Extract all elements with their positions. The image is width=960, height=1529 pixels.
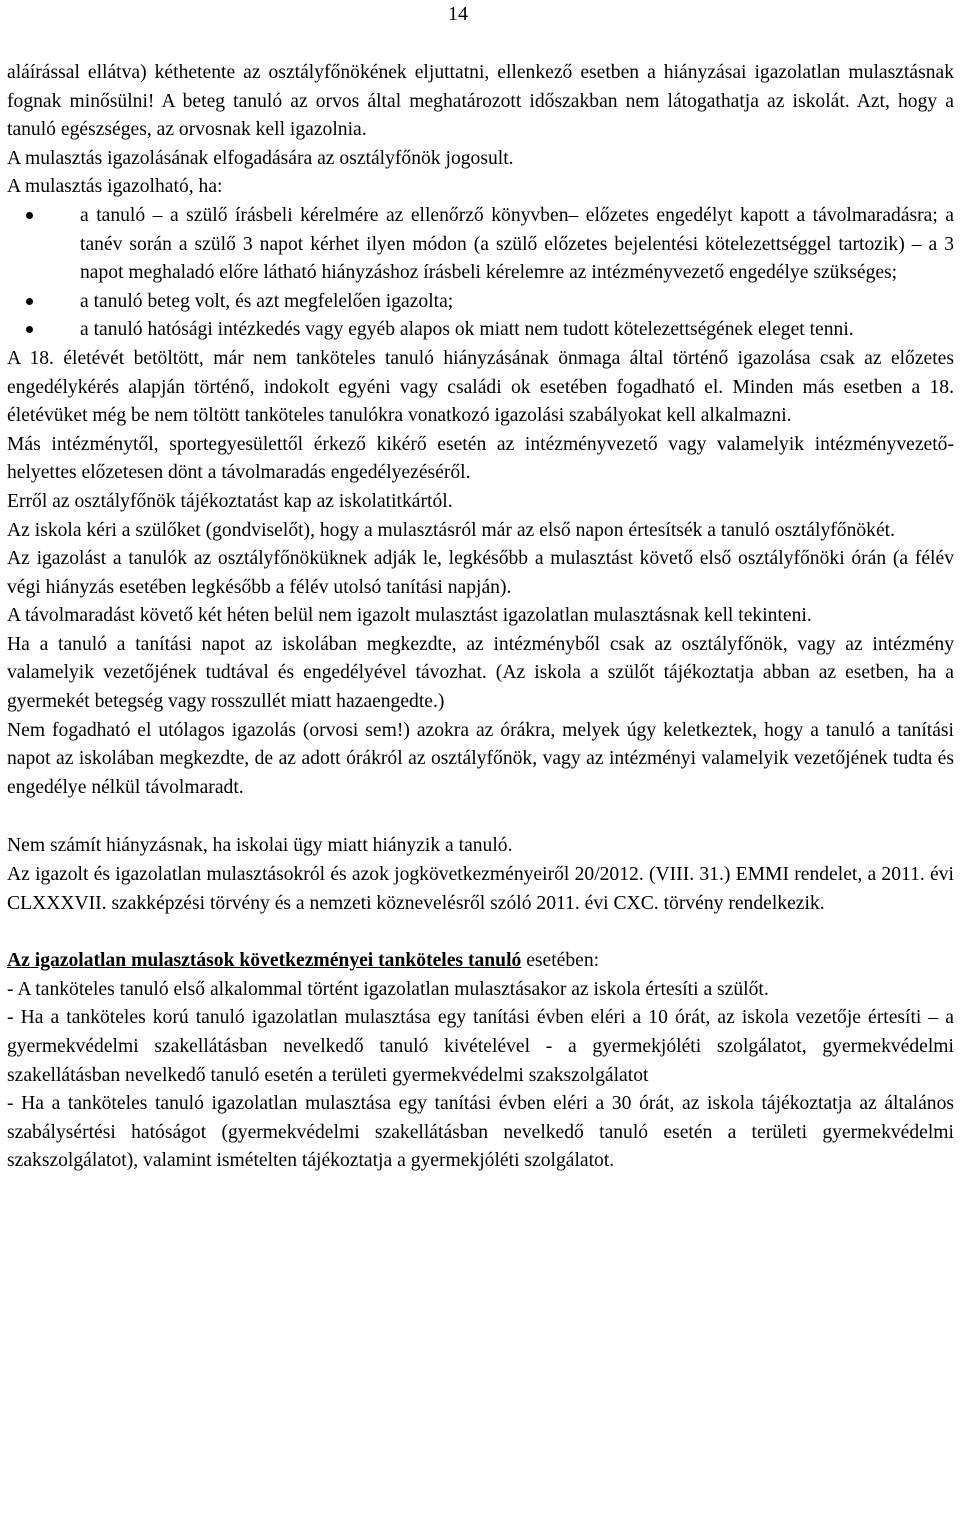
bullet-icon [26,326,33,333]
section-heading-rest: esetében: [521,950,600,972]
consequence-item-first: - A tanköteles tanuló első alkalommal történt igazolatlan mulasztásakor az iskola értesíti a szülőt. [7,978,769,1000]
spacer [7,918,954,947]
list-item-text: a tanuló beteg volt, és azt megfelelően igazolta; [80,290,454,312]
section-heading [7,947,954,976]
section-heading-underlined: Az igazolatlan mulasztások következményei tanköteles tanuló [7,950,522,972]
paragraph-parent-notification: Az iskola kéri a szülőket (gondviselőt), hogy a mulasztásról már az első napon értesítsék a tanuló osztályfőnökét. [7,519,895,541]
page-number: 14 [448,3,468,25]
paragraph-class-teacher-authority: A mulasztás igazolásának elfogadására az osztályfőnök jogosult. [7,147,514,169]
list-item-text: a tanuló – a szülő írásbeli kérelmére az ellenőrző könyvben– előzetes engedélyt kapott a távolmaradásra; a tanév során a szülő 3 napot kérhet ilyen módon (a szülő előzetes bejelentési kötelezettséggel tartozik) – a 3 napot meghaladó előre látható hiányzáshoz írásbeli kérelemre az intézményvezető engedélye szükséges; [80,204,954,284]
list-item [7,202,954,288]
paragraph-submission: Az igazolást a tanulók az osztályfőnöküknek adják le, legkésőbb a mulasztást követő első osztályfőnöki órán (a félév végi hiányzás esetében legkésőbb a félév utolsó tanítási napján). [7,548,954,598]
justification-list [7,202,954,345]
bullet-icon [26,298,33,305]
consequence-item-30-hours: - Ha a tanköteles tanuló igazolatlan mulasztása egy tanítási évben eléri a 30 órát, az iskola tájékoztatja az általános szabálysértési hatóságot (gyermekvédelmi szakellátásban nevelkedő tanuló esetén a területi gyermekvédelmi szakszolgálatot), valamint ismételten tájékoztatja a gyermekjóléti szolgálatot. [7,1093,954,1172]
paragraph-no-retroactive: Nem fogadható el utólagos igazolás (orvosi sem!) azokra az órákra, melyek úgy keletkeztek, hogy a tanuló a tanítási napot az iskolában megkezdte, de az adott órákról az osztályfőnök, vagy az intézményi valamelyik vezetőjének tudta és engedélye nélkül távolmaradt. [7,719,954,798]
paragraph-school-business: Nem számít hiányzásnak, ha iskolai ügy miatt hiányzik a tanuló. [7,835,513,857]
list-item-text: a tanuló hatósági intézkedés vagy egyéb alapos ok miatt nem tudott kötelezettségének eleget tenni. [80,319,854,341]
consequence-item-10-hours: - Ha a tanköteles korú tanuló igazolatlan mulasztása egy tanítási évben eléri a 10 órát, az iskola vezetője értesíti – a gyermekvédelmi szakellátásban nevelkedő tanuló kivételével - a gyermekjóléti szolgálatot, gyermekvédelmi szakellátásban nevelkedő tanuló esetén a területi gyermekvédelmi szakszolgálatot [7,1007,954,1086]
paragraph-justifiable-intro: A mulasztás igazolható, ha: [7,176,223,198]
list-item [7,288,954,317]
paragraph-absence-certificate: aláírással ellátva) kéthetente az osztályfőnökének eljuttatni, ellenkező esetben a hiányzásai igazolatlan mulasztásnak fognak minősülni! A beteg tanuló az orvos által meghatározott időszakban nem látogathatja az iskolát. Azt, hogy a tanuló egészséges, az orvosnak kell igazolnia. [7,62,954,141]
list-item [7,316,954,345]
paragraph-adult-student: A 18. életévét betöltött, már nem tanköteles tanuló hiányzásának önmaga által történő igazolása csak az előzetes engedélykérés alapján történő, indokolt egyéni vagy családi ok esetében fogadható el. Minden más esetben a 18. életévüket még be nem töltött tanköteles tanulókra vonatkozó igazolási szabályokat kell alkalmazni. [7,347,954,427]
paragraph-secretary-notice: Erről az osztályfőnök tájékoztatást kap az iskolatitkártól. [7,490,453,512]
bullet-icon [26,212,33,219]
document-body [7,59,954,1176]
paragraph-external-request: Más intézménytől, sportegyesülettől érkező kikérő esetén az intézményvezető vagy valamelyik intézményvezető-helyettes előzetesen dönt a távolmaradás engedélyezéséről. [7,433,954,484]
spacer [7,802,954,832]
paragraph-leaving-school: Ha a tanuló a tanítási napot az iskolában megkezdte, az intézményből csak az osztályfőnök, vagy az intézmény valamelyik vezetőjének tudtával és engedélyével távozhat. (Az iskola a szülőt tájékoztatja abban az esetben, ha a gyermekét betegség vagy rosszullét miatt hazaengedte.) [7,633,954,713]
paragraph-two-week-rule: A távolmaradást követő két héten belül nem igazolt mulasztást igazolatlan mulasztásnak kell tekinteni. [7,605,812,627]
paragraph-legal-reference: Az igazolt és igazolatlan mulasztásokról és azok jogkövetkezményeiről 20/2012. (VIII. 31.) EMMI rendelet, a 2011. évi CLXXXVII. szakképzési törvény és a nemzeti köznevelésről szóló 2011. évi CXC. törvény rendelkezik. [7,864,954,914]
